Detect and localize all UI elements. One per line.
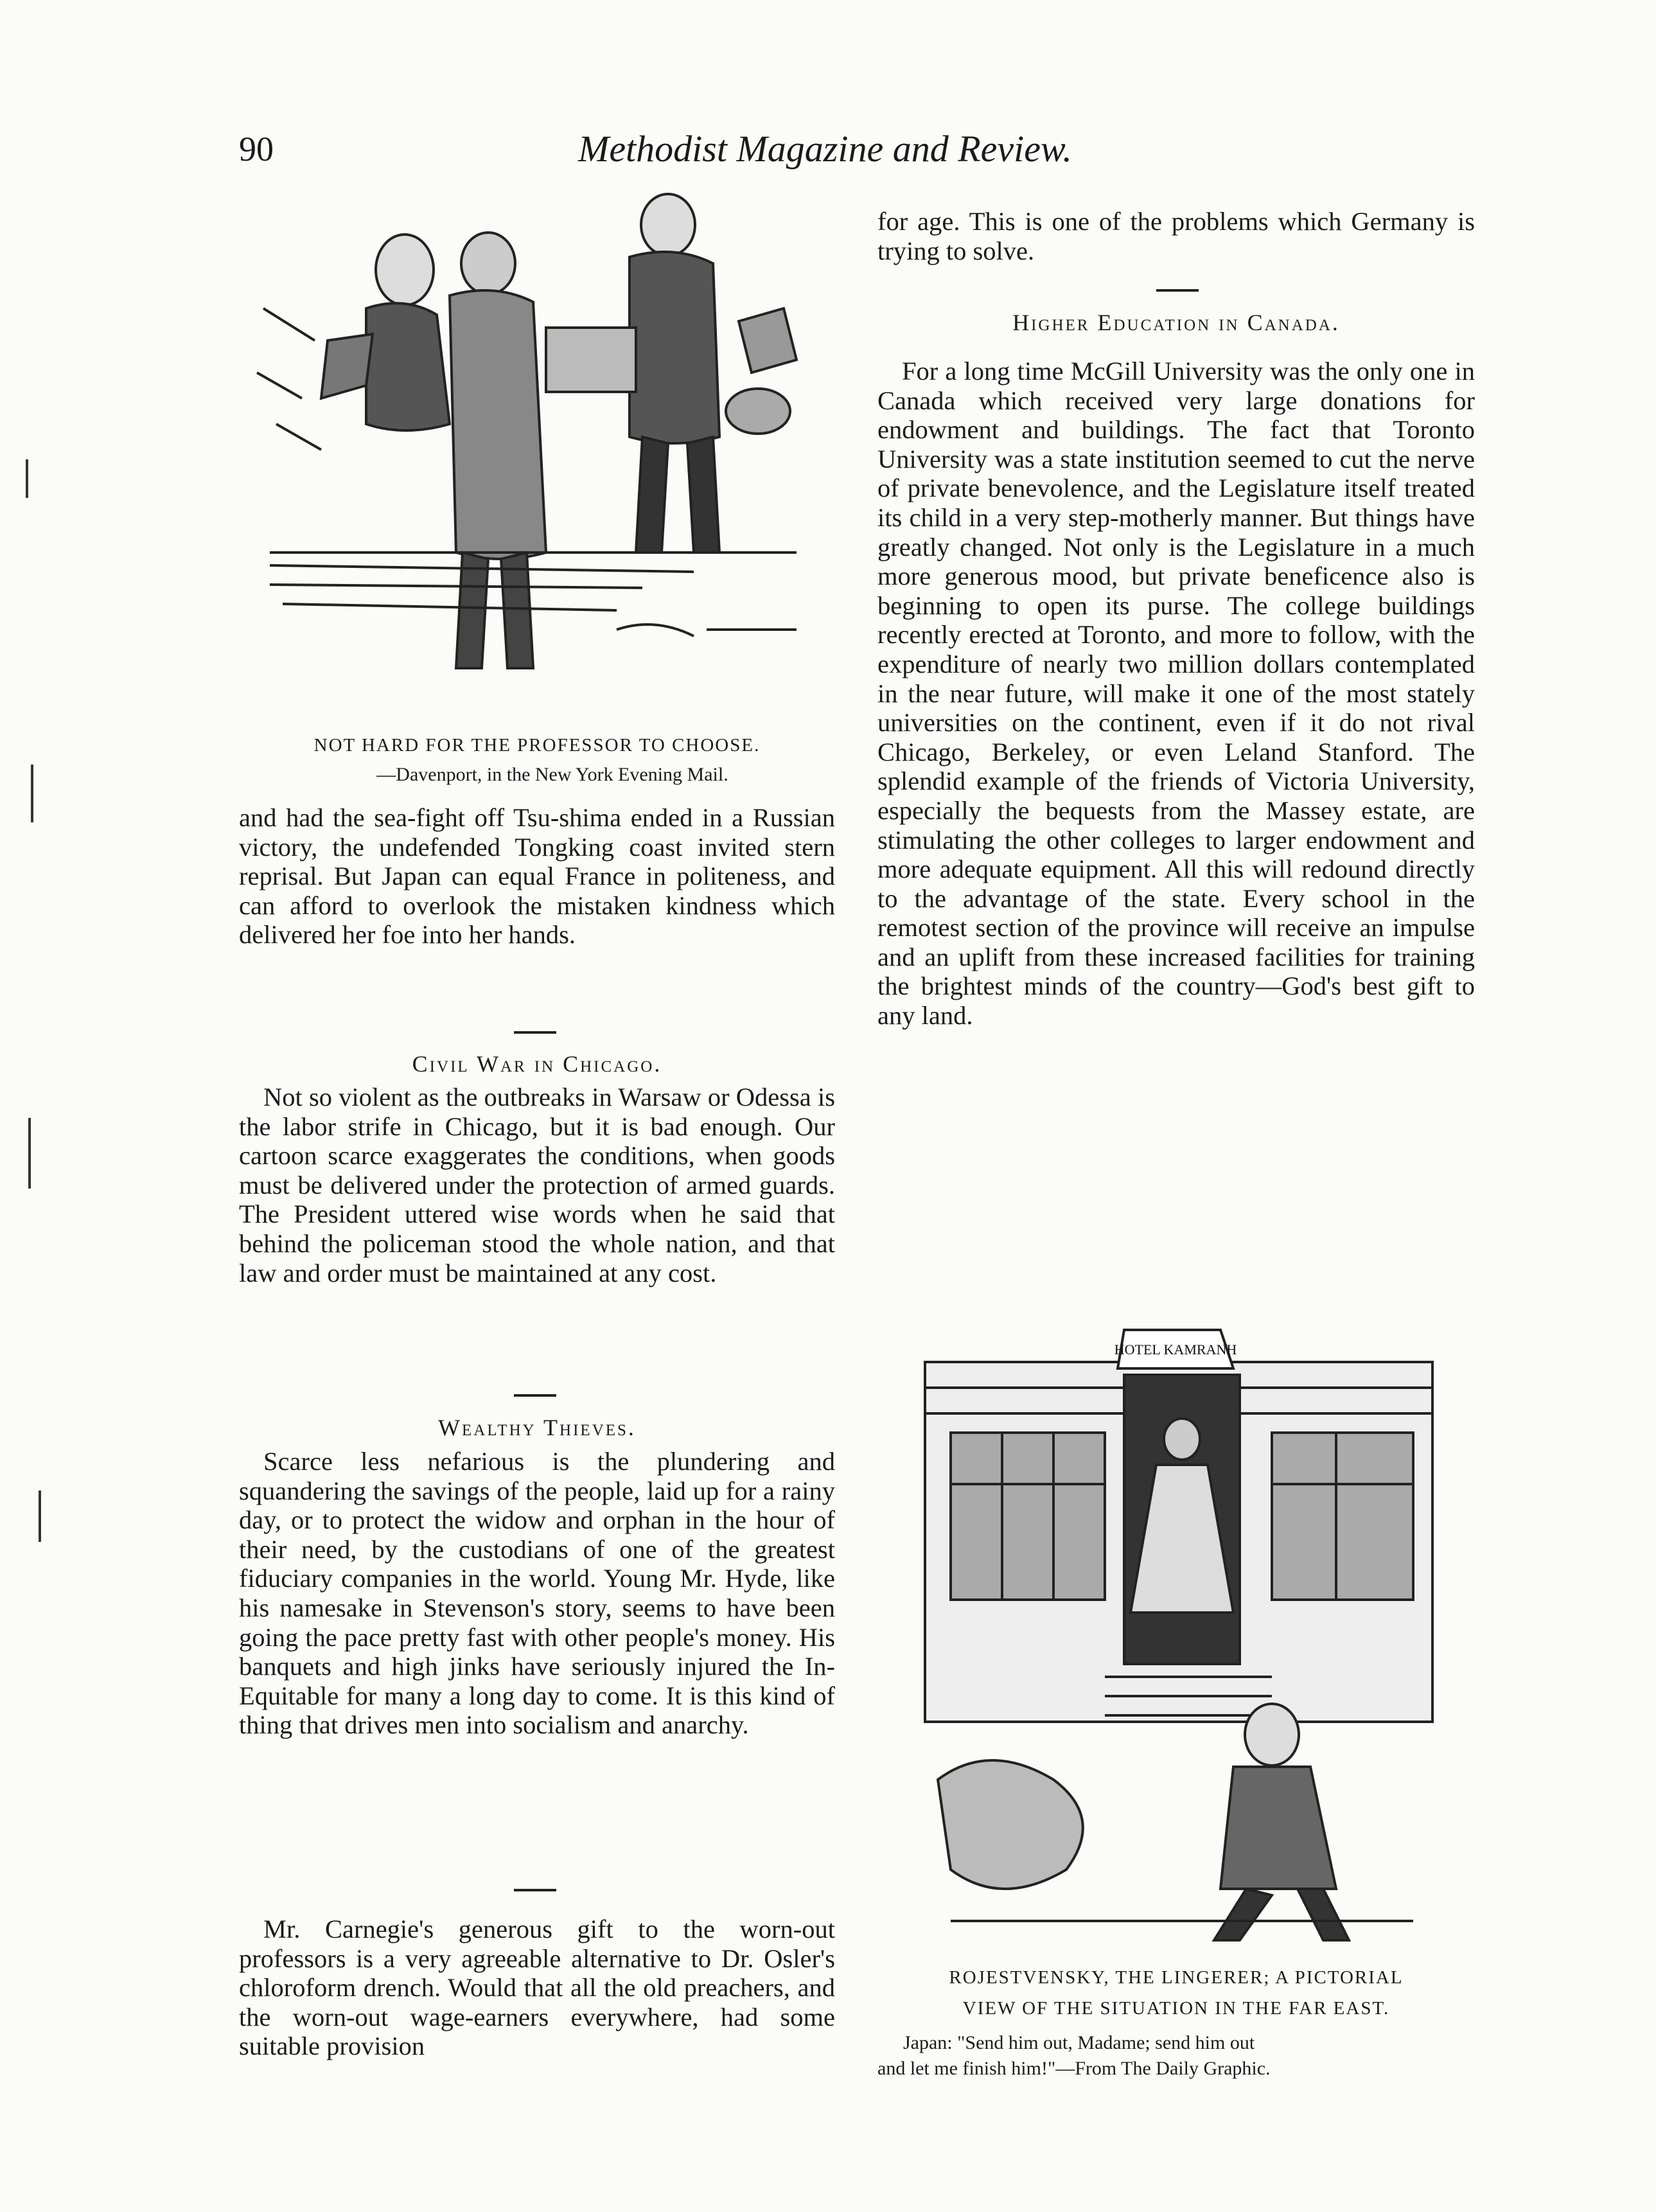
section-divider	[514, 1031, 556, 1034]
margin-mark	[26, 459, 28, 498]
hotel-sign-text: HOTEL KAMRANH	[1114, 1341, 1237, 1358]
higher-education-paragraph: For a long time McGill University was the only one in Canada which received very large donations for endowment and buildings. The fact that Toronto University was a state institution seemed to cut the nerve of private benevolence, and the Legislature itself treated its child in a very step-motherly manner. But things have greatly changed. Not only is the Legislature in a much more generous mood, but private beneficence also is beginning to open its purse. The college buildings recently erected at Toronto, and more to follow, with the expenditure of nearly two million dollars contemplated in the near future, will make it one of the most stately universities on the continent, even if it do not rival Chicago, Berkeley, or even Leland Stanford. The splendid example of the friends of Victoria University, especially the bequests from the Massey estate, are stimulating the other colleges to larger endowment and more adequate equipment. All this will redound directly to the advantage of the state. Every school in the remotest section of the province will receive an impulse and an uplift from these increased facilities for training the brightest minds of the country—God's best gift to any land.	[877, 357, 1475, 1031]
section-divider	[514, 1394, 556, 1397]
section-heading-wealthy-thieves: Wealthy Thieves.	[438, 1415, 636, 1440]
civil-war-paragraph: Not so violent as the outbreaks in Warsaw or Odessa is the labor strife in Chicago, but it is bad enough. Our cartoon scarce exaggerates the conditions, when goods must be delivered under the protection of armed guards. The President uttered wise words when he said that behind the policeman stood the whole nation, and that law and order must be maintained at any cost.	[239, 1083, 835, 1287]
illustration-2-credit-line-2: and let me finish him!"—From The Daily Graphic.	[877, 2058, 1271, 2079]
section-divider	[1156, 289, 1199, 292]
right-continuation-paragraph: for age. This is one of the problems which Germany is trying to solve.	[877, 207, 1475, 265]
page-number: 90	[239, 130, 274, 168]
illustration-2-caption-line-1: ROJESTVENSKY, THE LINGERER; A PICTORIAL	[949, 1967, 1404, 1988]
illustration-1-credit: —Davenport, in the New York Evening Mail.	[376, 764, 728, 785]
section-divider	[514, 1889, 556, 1891]
margin-mark	[31, 765, 33, 822]
margin-mark	[28, 1118, 31, 1189]
illustration-2-credit-line-1: Japan: "Send him out, Madame; send him out	[903, 2032, 1255, 2053]
illustration-2-caption-line-2: VIEW OF THE SITUATION IN THE FAR EAST.	[962, 1998, 1390, 2019]
professor-cartoon-illustration	[244, 193, 816, 720]
left-continuation-paragraph: and had the sea-fight off Tsu-shima ended in a Russian victory, the undefended Tongking coast invited stern reprisal. But Japan can equal France in politeness, and can afford to overlook the mistaken kindness which delivered her foe into her hands.	[239, 803, 835, 950]
rojestvensky-cartoon-illustration	[912, 1291, 1452, 1947]
section-heading-higher-education: Higher Education in Canada.	[1012, 310, 1340, 335]
running-title: Methodist Magazine and Review.	[578, 128, 1072, 170]
section-heading-civil-war: Civil War in Chicago.	[412, 1051, 662, 1077]
wealthy-thieves-paragraph: Scarce less nefarious is the plundering and squandering the savings of the people, laid up for a rainy day, or to protect the widow and orphan in the hour of their need, by the custodians of one of the greatest fiduciary companies in the world. Young Mr. Hyde, like his namesake in Stevenson's story, seems to have been going the pace pretty fast with other people's money. His banquets and high jinks have seriously injured the In-Equitable for many a long day to come. It is this kind of thing that drives men into socialism and anarchy.	[239, 1447, 835, 1740]
margin-mark	[39, 1491, 41, 1542]
illustration-1-caption: NOT HARD FOR THE PROFESSOR TO CHOOSE.	[313, 735, 761, 756]
carnegie-paragraph: Mr. Carnegie's generous gift to the worn-out professors is a very agreeable alternative to Dr. Osler's chloroform drench. Would that all the old preachers, and the worn-out wage-earners everywhere, had some suitable provision	[239, 1915, 835, 2061]
